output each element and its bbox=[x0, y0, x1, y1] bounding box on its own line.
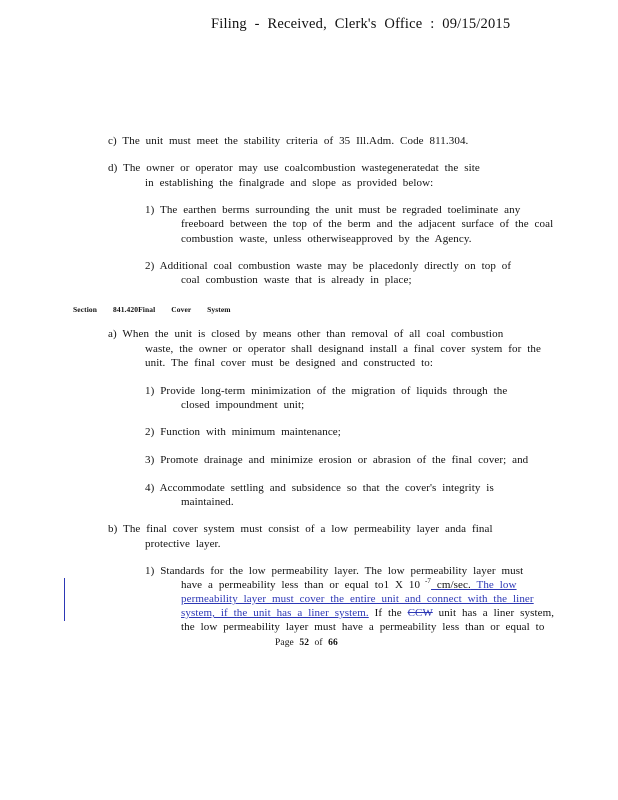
item-a1-line1: 1) Provide long-term minimization of the migration of liquids through the bbox=[145, 385, 508, 397]
page-label: Page bbox=[275, 638, 300, 648]
page-current: 52 bbox=[299, 638, 310, 648]
inserted-text-start: The low bbox=[470, 579, 517, 591]
b1-line2-text: have a permeability less than or equal to1 X 10 bbox=[181, 579, 421, 591]
section-heading: Section 841.420Final Cover System bbox=[73, 305, 231, 314]
item-a4-line2: maintained. bbox=[181, 496, 234, 508]
filing-header: Filing - Received, Clerk's Office : 09/15/2015 bbox=[211, 16, 511, 32]
item-d-line1: d) The owner or operator may use coalcombustion wastegeneratedat the site bbox=[108, 162, 480, 174]
item-c: c) The unit must meet the stability criteria of 35 Ill.Adm. Code 811.304. bbox=[108, 135, 469, 147]
item-d1-line3: combustion waste, unless otherwiseapproved by the Agency. bbox=[181, 233, 472, 245]
item-a-line3: unit. The final cover must be designed and constructed to: bbox=[145, 357, 433, 369]
item-a2: 2) Function with minimum maintenance; bbox=[145, 426, 341, 438]
b1-line4-post: unit has a liner system, bbox=[432, 607, 555, 619]
exponent: -7 bbox=[420, 577, 432, 585]
item-b1-line5: the low permeability layer must have a permeability less than or equal to bbox=[181, 621, 545, 633]
item-d-line2: in establishing the finalgrade and slope as provided below: bbox=[145, 177, 434, 189]
item-b1-line2 bbox=[181, 579, 517, 591]
page-number bbox=[275, 638, 338, 648]
item-b-line1: b) The final cover system must consist of a low permeability layer anda final bbox=[108, 523, 493, 535]
item-d1-line2: freeboard between the top of the berm and the adjacent surface of the coal bbox=[181, 218, 554, 230]
inserted-text-line: permeability layer must cover the entire unit and connect with the liner bbox=[181, 593, 534, 605]
item-d2-line2: coal combustion waste that is already in place; bbox=[181, 274, 412, 286]
item-a3: 3) Promote drainage and minimize erosion or abrasion of the final cover; and bbox=[145, 454, 529, 466]
page-of: of bbox=[309, 638, 329, 648]
item-b1-line1: 1) Standards for the low permeability layer. The low permeability layer must bbox=[145, 565, 524, 577]
item-a-line2: waste, the owner or operator shall designand install a final cover system for the bbox=[145, 343, 541, 355]
inserted-text-end: system, if the unit has a liner system. bbox=[181, 607, 369, 619]
item-a-line1: a) When the unit is closed by means other than removal of all coal combustion bbox=[108, 328, 504, 340]
item-b1-line4 bbox=[181, 607, 554, 619]
revision-change-bar bbox=[64, 578, 65, 621]
item-b-line2: protective layer. bbox=[145, 538, 221, 550]
item-a4-line1: 4) Accommodate settling and subsidence so that the cover's integrity is bbox=[145, 482, 494, 494]
page-total: 66 bbox=[328, 638, 338, 648]
item-a1-line2: closed impoundment unit; bbox=[181, 399, 305, 411]
b1-line4-mid: If the bbox=[368, 607, 408, 619]
deleted-text: CCW bbox=[407, 607, 433, 619]
item-d2-line1: 2) Additional coal combustion waste may be placedonly directly on top of bbox=[145, 260, 512, 272]
b1-unit: cm/sec. bbox=[431, 579, 471, 591]
item-d1-line1: 1) The earthen berms surrounding the unit must be regraded toeliminate any bbox=[145, 204, 521, 216]
